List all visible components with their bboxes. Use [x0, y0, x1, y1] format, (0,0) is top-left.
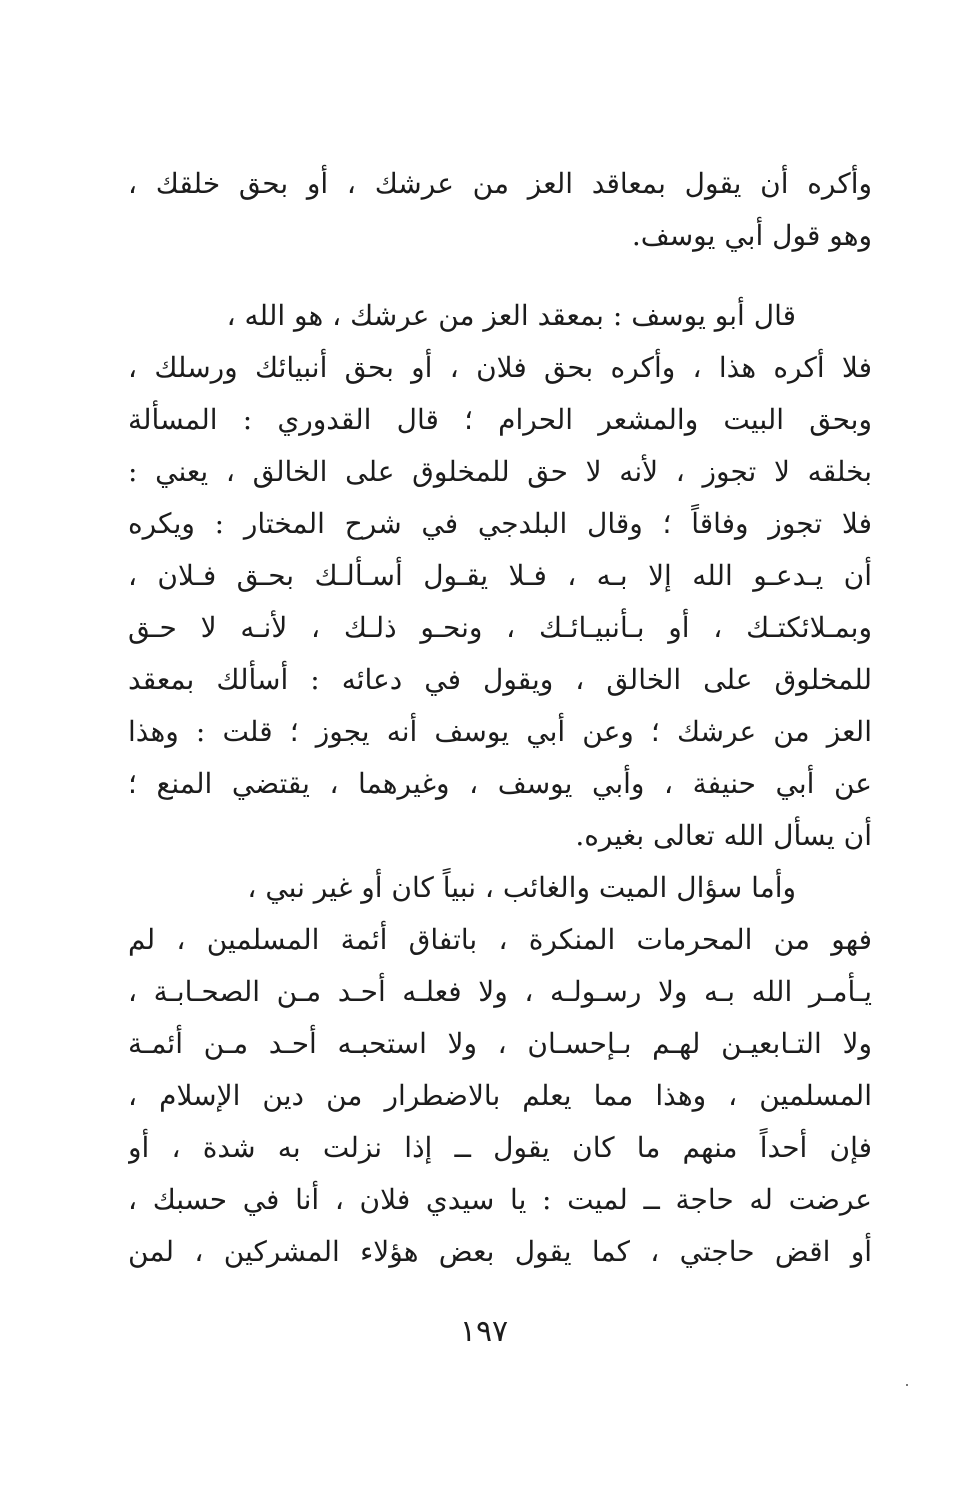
- text-line: ولا التـابعيـن لهـم بـإحسـان ، ولا استحبـه أحـد مـن أئمـة: [128, 1027, 872, 1060]
- text-line: فلا تجوز وفاقاً ؛ وقال البلدجي في شرح المختار : ويكره: [128, 507, 872, 540]
- text-line: بخلقه لا تجوز ، لأنه لا حق للمخلوق على الخالق ، يعني :: [128, 455, 872, 488]
- paragraph-2: [128, 290, 872, 862]
- text-line: وأكره أن يقول بمعاقد العز من عرشك ، أو بحق خلقك ،: [128, 167, 872, 200]
- paragraph-3: [128, 862, 872, 1278]
- text-line: عن أبي حنيفة ، وأبي يوسف ، وغيرهما ، يقتضي المنع ؛: [128, 767, 872, 800]
- text-line: وهو قول أبي يوسف.: [631, 219, 872, 252]
- text-line: أن يـدعـو الله إلا بـه ، فـلا يقـول أسـألـك بحـق فـلان ،: [128, 559, 872, 592]
- paragraph-1: [128, 158, 872, 262]
- text-line: عرضت له حاجة ــ لميت : يا سيدي فلان ، أنا في حسبك ،: [128, 1183, 872, 1216]
- text-line: للمخلوق على الخالق ، ويقول في دعائه : أسألك بمعقد: [128, 663, 872, 696]
- text-line: فهو من المحرمات المنكرة ، باتفاق أئمة المسلمين ، لم: [128, 923, 872, 956]
- text-line: فلا أكره هذا ، وأكره بحق فلان ، أو بحق أنبيائك ورسلك ،: [128, 351, 872, 384]
- page-number: ١٩٧: [459, 1314, 509, 1349]
- scan-speck: [906, 1384, 908, 1386]
- text-line: وأما سؤال الميت والغائب ، نبياً كان أو غير نبي ،: [247, 871, 796, 904]
- text-line: المسلمين ، وهذا مما يعلم بالاضطرار من دين الإسلام ،: [128, 1079, 872, 1112]
- text-line: فإن أحداً منهم ما كان يقول ــ إذا نزلت به شدة ، أو: [128, 1131, 872, 1164]
- text-line: وبحق البيت والمشعر الحرام ؛ قال القدوري : المسألة: [128, 403, 872, 436]
- text-line: يـأمـر الله بـه ولا رسـولـه ، ولا فعلـه أحـد مـن الصحـابـة ،: [128, 975, 872, 1008]
- text-line: وبمـلائكتـك ، أو بـأنبيـائـك ، ونحـو ذلـك ، لأنـه لا حـق: [128, 611, 872, 644]
- text-line: العز من عرشك ؛ وعن أبي يوسف أنه يجوز ؛ قلت : وهذا: [128, 715, 872, 748]
- text-line: قال أبو يوسف : بمعقد العز من عرشك ، هو الله ،: [226, 299, 796, 332]
- text-line: أو اقض حاجتي ، كما يقول بعض هؤلاء المشركين ، لمن: [128, 1235, 872, 1268]
- text-line: أن يسأل الله تعالى بغيره.: [575, 819, 872, 852]
